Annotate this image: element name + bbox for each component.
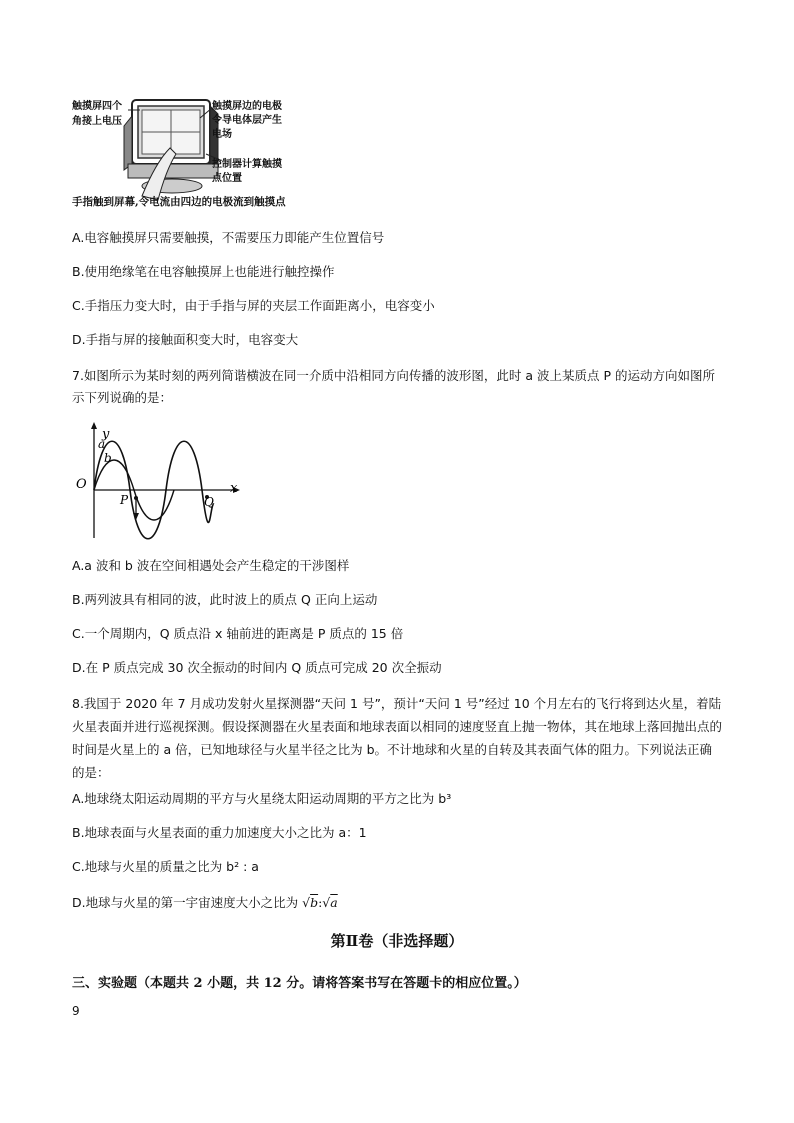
q8-option-b: B.地球表面与火星表面的重力加速度大小之比为 a：1 bbox=[72, 825, 367, 840]
label-left-1: 触摸屏四个 bbox=[72, 101, 122, 112]
point-q-label: Q bbox=[204, 495, 214, 509]
q7-option-d: D.在 P 质点完成 30 次全振动的时间内 Q 质点可完成 20 次全振动 bbox=[72, 660, 442, 675]
wave-b-label: b bbox=[104, 451, 112, 465]
sqrt-b: b bbox=[310, 895, 319, 910]
wave-a-label: a bbox=[98, 437, 106, 451]
section-2-title: 第Ⅱ卷（非选择题） bbox=[330, 932, 464, 950]
label-right-1c: 电场 bbox=[212, 129, 232, 140]
sqrt-a: a bbox=[330, 895, 338, 910]
axis-x-label: x bbox=[230, 481, 238, 496]
point-p-label: P bbox=[120, 493, 129, 507]
q6-option-a: A.电容触摸屏只需要触摸，不需要压力即能产生位置信号 bbox=[72, 230, 385, 245]
q8-option-a: A.地球绕太阳运动周期的平方与火星绕太阳运动周期的平方之比为 b³ bbox=[72, 791, 452, 806]
page-number: 9 bbox=[72, 1004, 80, 1018]
section-3-heading: 三、实验题（本题共 2 小题，共 12 分。请将答案书写在答题卡的相应位置。） bbox=[72, 976, 527, 991]
axis-y-label: y bbox=[102, 427, 110, 442]
q6-option-d: D.手指与屏的接触面积变大时，电容变大 bbox=[72, 332, 299, 347]
label-right-2a: 控制器计算触摸 bbox=[212, 159, 282, 170]
q8-option-c: C.地球与火星的质量之比为 b² : a bbox=[72, 859, 259, 874]
q6-option-b: B.使用绝缘笔在电容触摸屏上也能进行触控操作 bbox=[72, 264, 335, 279]
q8-option-d-text: D.地球与火星的第一宇宙速度大小之比为 bbox=[72, 895, 299, 910]
q7-option-b: B.两列波具有相同的波，此时波上的质点 Q 正向上运动 bbox=[72, 592, 378, 607]
wave-graph bbox=[74, 420, 244, 540]
figure-caption: 手指触到屏幕,令电流由四边的电极流到触摸点 bbox=[72, 196, 286, 208]
label-right-1a: 触摸屏边的电极 bbox=[212, 101, 282, 112]
ratio-sep: : bbox=[318, 895, 323, 910]
q7-stem: 7.如图所示为某时刻的两列简谐横波在同一介质中沿相同方向传播的波形图，此时 a 波上某质点 P 的运动方向如图所示下列说确的是： bbox=[72, 368, 716, 405]
q8-option-d: D.地球与火星的第一宇宙速度大小之比为 √b:√a bbox=[72, 895, 338, 910]
origin-label: O bbox=[76, 477, 87, 492]
label-right-2b: 点位置 bbox=[212, 173, 242, 184]
label-right-1b: 令导电体层产生 bbox=[212, 115, 282, 126]
q6-option-c: C.手指压力变大时，由于手指与屏的夹层工作面距离小，电容变小 bbox=[72, 298, 435, 313]
q7-option-a: A.a 波和 b 波在空间相遇处会产生稳定的干涉图样 bbox=[72, 558, 350, 573]
label-left-2: 角接上电压 bbox=[72, 116, 122, 127]
q8-stem: 8.我国于 2020 年 7 月成功发射火星探测器“天问 1 号”，预计“天问 1 号”经过 10 个月左右的飞行将到达火星，着陆火星表面并进行巡视探测。假设探测器在火星表面和地球表面以相同的速度竖直上抛一物体，其在地球上落回抛出点的时间是火星上的 a 倍，已知地球径与火星半径之比为 b。不计地球和火星的自转及其表面气体的阻力。下列说法正确的是： bbox=[72, 696, 723, 780]
q7-option-c: C.一个周期内，Q 质点沿 x 轴前进的距离是 P 质点的 15 倍 bbox=[72, 626, 404, 641]
